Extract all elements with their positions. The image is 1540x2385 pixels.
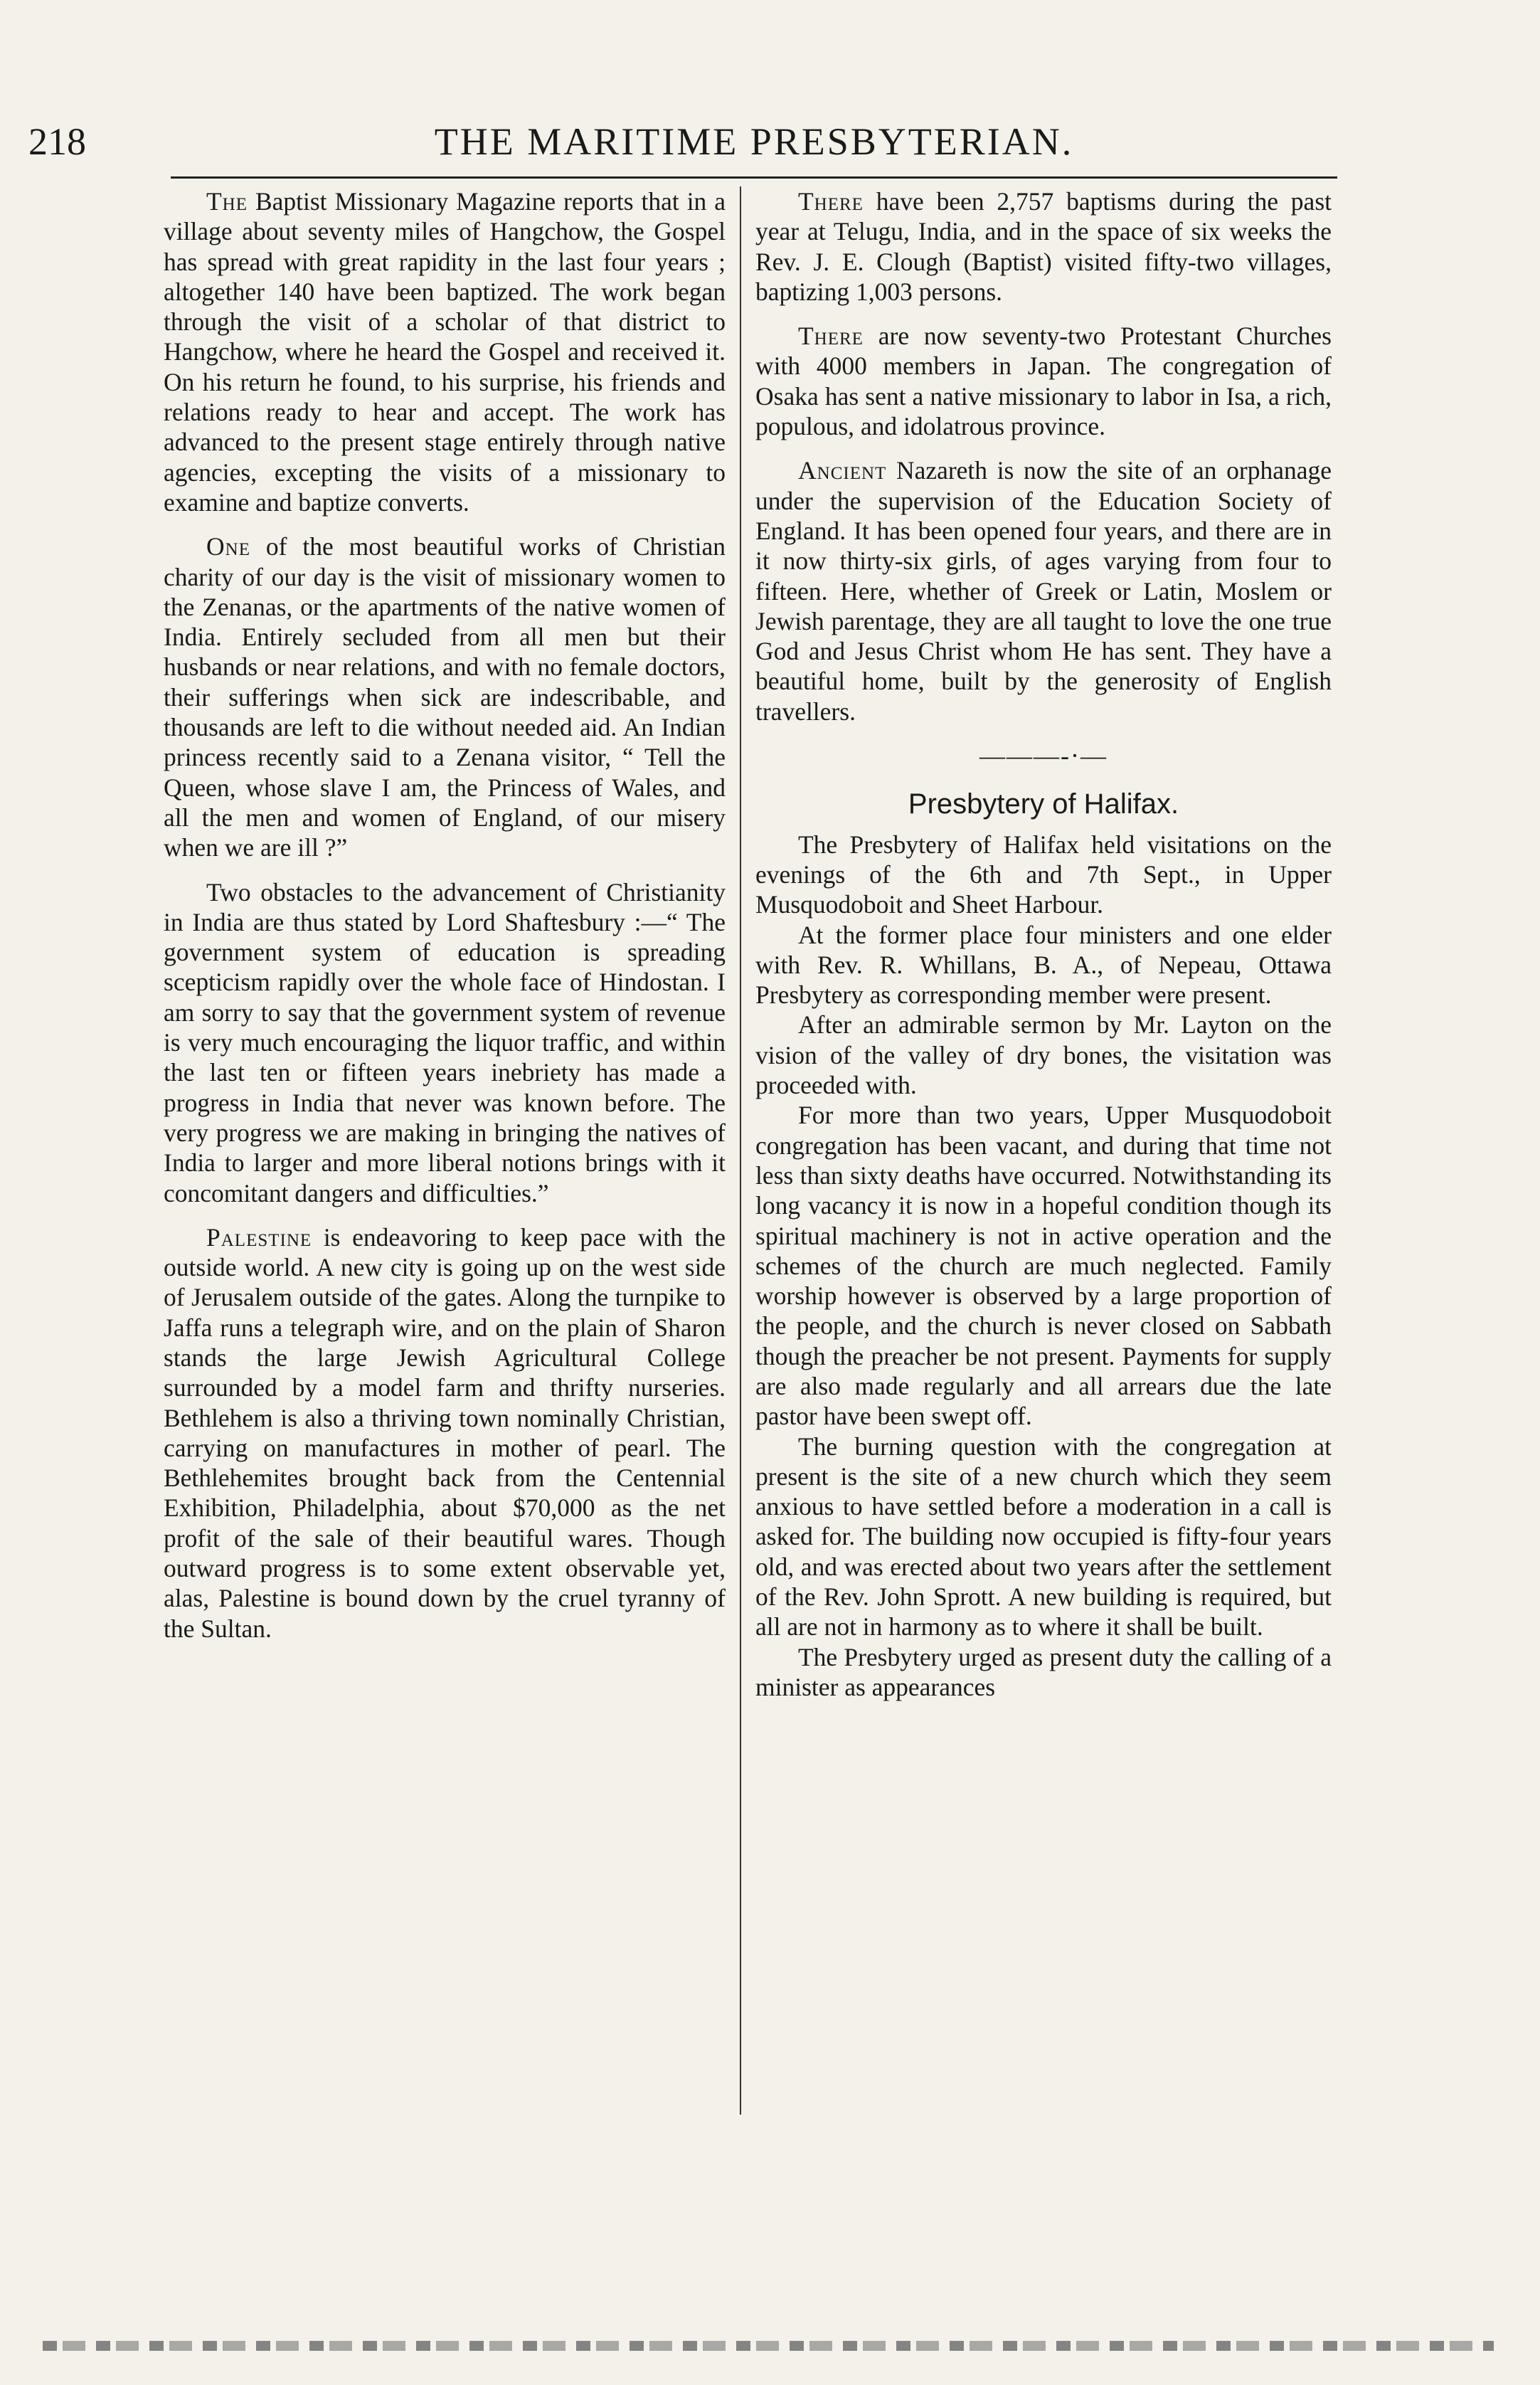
- lead-word: Ancient: [798, 456, 887, 485]
- right-column: [755, 186, 1332, 1702]
- section-divider: ———-·—: [979, 741, 1108, 771]
- page-header: [28, 120, 1480, 176]
- left-column: [164, 186, 726, 1644]
- article-zenanas: [164, 532, 726, 862]
- lead-word: One: [206, 532, 250, 561]
- paragraph-text: Baptist Missionary Magazine reports that in a village about seventy miles of Hangchow, the Gospel has spread with great rapidity in the last four years ; altogether 140 have been baptized. The work began through the visit of a scholar of that district to Hangchow, where he heard the Gospel and received it. On his return he found, to his surprise, his friends and relations ready to hear and accept. The work has advanced to the present stage entirely through native agencies, excepting the visits of a missionary to examine and baptize converts.: [164, 187, 726, 517]
- presbytery-paragraph: After an admirable sermon by Mr. Layton on the vision of the valley of dry bones, the visitation was proceeded with.: [755, 1010, 1332, 1100]
- presbytery-paragraph: The Presbytery of Halifax held visitations on the evenings of the 6th and 7th Sept., in Upper Musquodoboit and Sheet Harbour.: [755, 830, 1332, 919]
- article-japan: [755, 321, 1332, 441]
- page-number: 218: [28, 120, 86, 163]
- lead-word: There: [798, 187, 864, 216]
- article-baptist-missionary: [164, 186, 726, 517]
- lead-word: There: [798, 322, 864, 351]
- article-nazareth: [755, 455, 1332, 726]
- column-divider: [740, 186, 741, 2115]
- paragraph-text: is endeavoring to keep pace with the outside world. A new city is going up on the west side of Jerusalem outside of the gates. Along the turnpike to Jaffa runs a telegraph wire, and on the plain of Sharon stands the large Jewish Agricultural College surrounded by a model farm and thrifty nurseries. Bethlehem is also a thriving town nominally Christian, carrying on manufactures in mother of pearl. The Bethlehemites brought back from the Centennial Exhibition, Philadelphia, about $70,000 as the net profit of the sale of their beautiful wares. Though outward progress is to some extent observable yet, alas, Palestine is bound down by the cruel tyranny of the Sultan.: [164, 1222, 726, 1643]
- presbytery-paragraph: The burning question with the congregation at present is the site of a new church which they seem anxious to have settled before a moderation in a call is asked for. The building now occupied is fifty-four years old, and was erected about two years after the settlement of the Rev. John Sprott. A new building is required, but all are not in harmony as to where it shall be built.: [755, 1432, 1332, 1641]
- presbytery-paragraph: The Presbytery urged as present duty the calling of a minister as appearances: [755, 1642, 1332, 1701]
- article-shaftesbury: Two obstacles to the advancement of Christianity in India are thus stated by Lord Shaftesbury :—“ The government system of education is spreading scepticism rapidly over the whole face of Hindostan. I am sorry to say that the government system of revenue is very much encouraging the liquor traffic, and within the last ten or fifteen years inebriety has made a progress in India that never was known before. The very progress we are making in bringing the natives of India to larger and more liberal notions brings with it concomitant dangers and difficulties.”: [164, 877, 726, 1207]
- presbytery-paragraph: For more than two years, Upper Musquodoboit congregation has been vacant, and during that time not less than sixty deaths have occurred. Notwithstanding its long vacancy it is now in a hopeful condition though its spiritual machinery is not in active operation and the schemes of the church are much neglected. Family worship however is observed by a large proportion of the people, and the church is never closed on Sabbath though the preacher be not present. Payments for supply are also made regularly and all arrears due the late pastor have been swept off.: [755, 1101, 1332, 1431]
- paragraph-text: are now seventy-two Protestant Churches with 4000 members in Japan. The congregation of Osaka has sent a native missionary to labor in Isa, a rich, populous, and idolatrous province.: [755, 322, 1332, 441]
- paragraph-text: have been 2,757 baptisms during the past year at Telugu, India, and in the space of six weeks the Rev. J. E. Clough (Baptist) visited fifty-two villages, baptizing 1,003 persons.: [755, 187, 1332, 306]
- running-title: THE MARITIME PRESBYTERIAN.: [434, 120, 1074, 163]
- header-rule: [171, 176, 1337, 179]
- article-palestine: [164, 1222, 726, 1644]
- section-title: Presbytery of Halifax.: [908, 788, 1179, 820]
- article-telugu: [755, 186, 1332, 307]
- paragraph-text: Nazareth is now the site of an orphanage under the supervision of the Education Society of England. It has been opened four years, and there are in it now thirty-six girls, of ages varying from four to fifteen. Here, whether of Greek or Latin, Moslem or Jewish parentage, they are all taught to love the one true God and Jesus Christ whom He has sent. They have a beautiful home, built by the generosity of English travellers.: [755, 456, 1332, 726]
- lead-word: The: [206, 187, 248, 216]
- scan-edge-artifact: [43, 2341, 1494, 2351]
- presbytery-paragraph: At the former place four ministers and one elder with Rev. R. Whillans, B. A., of Nepeau, Ottawa Presbytery as corresponding member were present.: [755, 920, 1332, 1010]
- paragraph-text: of the most beautiful works of Christian charity of our day is the visit of missionary women to the Zenanas, or the apartments of the native women of India. Entirely secluded from all men but their husbands or near relations, and with no female doctors, their sufferings when sick are indescribable, and thousands are left to die without needed aid. An Indian princess recently said to a Zenana visitor, “ Tell the Queen, whose slave I am, the Princess of Wales, and all the men and women of England, of our misery when we are ill ?”: [164, 532, 726, 862]
- lead-word: Palestine: [206, 1222, 312, 1252]
